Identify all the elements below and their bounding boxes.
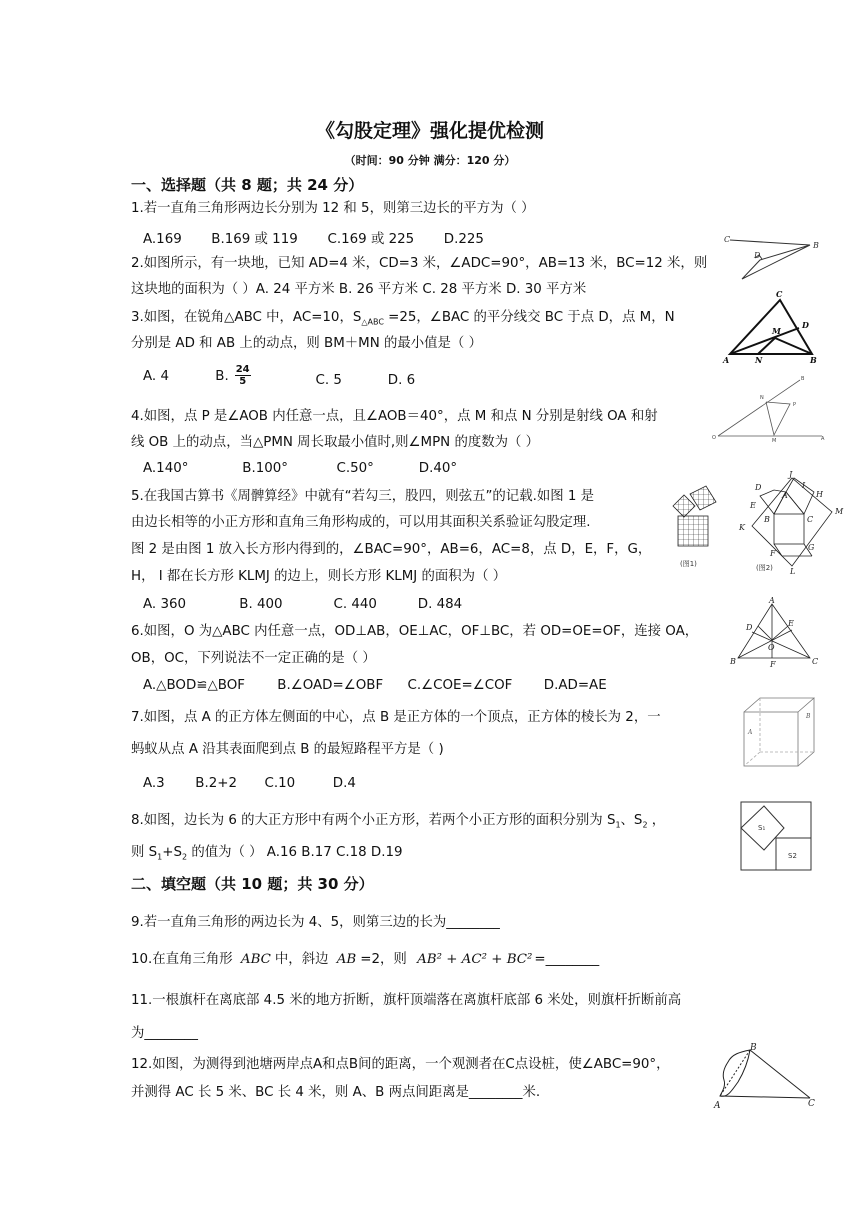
q6-option-a: A.△BOD≌△BOF xyxy=(143,678,245,693)
q10-hypotenuse: AB xyxy=(336,952,357,967)
q12-line1: 12.如图，为测得到池塘两岸点A和点B间的距离，一个观测者在C点设桩，使∠ABC=90°， xyxy=(131,1057,670,1072)
q8-line2-s2-subscript: 2 xyxy=(181,852,188,862)
q5-label-d: D xyxy=(755,483,762,492)
q4-label-b: B xyxy=(801,376,805,382)
q8-s1-subscript: 1 xyxy=(615,820,621,830)
q10-prefix: 10.在直角三角形 xyxy=(131,952,233,967)
q8-line1 xyxy=(131,812,665,835)
q5-label-b: B xyxy=(764,515,770,524)
q8-figure xyxy=(738,800,814,872)
q1-option-c: C.169 或 225 xyxy=(327,232,415,247)
q3-line2: 分别是 AD 和 AB 上的动点，则 BM＋MN 的最小值是（ ） xyxy=(131,336,482,351)
q5-figure-2-caption: (图2) xyxy=(756,564,773,572)
q7-label-b: B xyxy=(806,713,811,720)
q5-label-j: J xyxy=(789,470,793,479)
section-fill-heading: 二、填空题（共 10 题；共 30 分） xyxy=(131,875,374,893)
q3-label-m: M xyxy=(772,326,781,336)
page-title: 《勾股定理》强化提优检测 xyxy=(315,120,544,142)
q10-stem xyxy=(131,951,599,969)
q4-option-a: A.140° xyxy=(143,461,189,476)
q6-label-c: C xyxy=(812,657,819,666)
q8-line2-s1-subscript: 1 xyxy=(157,852,163,862)
q6-line2: OB，OC，下列说法不一定正确的是（ ） xyxy=(131,651,376,666)
q8-line2-plus: +S xyxy=(162,845,182,860)
q5-option-c: C. 440 xyxy=(333,597,377,612)
q3-option-b-label: B. xyxy=(215,368,229,384)
q5-label-e: E xyxy=(750,501,756,510)
q7-option-c: C.10 xyxy=(264,776,296,791)
q3-line1-text-a: 3.如图，在锐角△ABC 中，AC=10，S xyxy=(131,310,362,325)
q3-line1 xyxy=(131,309,675,332)
q8-figure-label-s1: S₁ xyxy=(758,824,766,832)
q4-options xyxy=(143,461,457,476)
q5-options xyxy=(143,597,462,612)
q5-line4: H， I 都在长方形 KLMJ 的边上，则长方形 KLMJ 的面积为（ ） xyxy=(131,569,507,584)
q4-label-m: M xyxy=(772,438,777,444)
q5-figure-1 xyxy=(668,484,728,574)
q3-label-d: D xyxy=(802,320,809,330)
q4-label-n: N xyxy=(760,395,764,401)
q7-option-b: B.2+2 xyxy=(195,776,237,791)
q6-label-f: F xyxy=(770,660,776,669)
q7-option-a: A.3 xyxy=(143,776,165,791)
q5-line2: 由边长相等的小正方形和直角三角形构成的，可以用其面积关系验证勾股定理. xyxy=(131,515,591,530)
q5-label-l: L xyxy=(790,567,796,576)
q4-option-b: B.100° xyxy=(242,461,288,476)
q8-line1-end: ， xyxy=(647,813,666,828)
q3-figure xyxy=(720,286,820,366)
q4-line1: 4.如图，点 P 是∠AOB 内任意一点，且∠AOB＝40°，点 M 和点 N 分别是射线 OA 和射 xyxy=(131,409,658,424)
q11-line1: 11.一根旗杆在离底部 4.5 米的地方折断，旗杆顶端落在离旗杆底部 6 米处，则旗杆折断前高 xyxy=(131,993,682,1008)
q3-line1-text-b: =25，∠BAC 的平分线交 BC 于点 D，点 M，N xyxy=(383,310,675,325)
q6-options xyxy=(143,678,607,693)
q8-s2-subscript: 2 xyxy=(642,820,648,830)
q2-label-c: C xyxy=(724,235,731,244)
q6-label-b: B xyxy=(730,657,736,666)
q9-stem: 9.若一直角三角形的两边长为 4、5，则第三边的长为________ xyxy=(131,915,500,930)
q3-option-d: D. 6 xyxy=(387,372,416,388)
fraction-numerator: 24 xyxy=(235,364,250,375)
q12-line2: 并测得 AC 长 5 米、BC 长 4 米，则 A、B 两点间距离是________米. xyxy=(131,1085,541,1100)
q6-label-a: A xyxy=(769,596,775,605)
q4-line2: 线 OB 上的动点，当△PMN 周长取最小值时,则∠MPN 的度数为（ ） xyxy=(131,435,540,450)
q6-line1: 6.如图，O 为△ABC 内任意一点，OD⊥AB，OE⊥AC，OF⊥BC，若 OD=OE=OF，连接 OA， xyxy=(131,624,699,639)
q5-label-f: F xyxy=(770,549,776,558)
q2-figure xyxy=(722,232,822,292)
q12-label-c: C xyxy=(808,1099,815,1109)
q4-label-o: O xyxy=(712,435,716,441)
q7-options xyxy=(143,776,356,791)
q12-label-b: B xyxy=(750,1043,757,1053)
q1-option-a: A.169 xyxy=(143,232,182,247)
q3-area-subscript: △ABC xyxy=(361,317,384,327)
q2-label-b: B xyxy=(813,241,819,250)
q10-text-mid2: =2，则 xyxy=(360,952,407,967)
q5-label-k: K xyxy=(739,523,745,532)
q3-option-a: A. 4 xyxy=(143,368,169,384)
q3-label-a: A xyxy=(723,355,730,365)
q4-label-a: A xyxy=(821,436,825,442)
q11-line2: 为________ xyxy=(131,1026,198,1041)
q10-formula: AB² + AC² + BC² xyxy=(417,952,533,967)
q1-options xyxy=(143,228,484,247)
q1-stem: 1.若一直角三角形两边长分别为 12 和 5，则第三边长的平方为（ ） xyxy=(131,201,535,216)
q8-line2-text-b: 的值为（ ） A.16 B.17 C.18 D.19 xyxy=(187,845,403,860)
q5-label-m: M xyxy=(835,507,844,516)
q5-figure-2 xyxy=(734,470,846,578)
q2-line1: 2.如图所示，有一块地，已知 AD=4 米，CD=3 米，∠ADC=90°，AB=13 米，BC=12 米，则 xyxy=(131,256,708,271)
q8-separator: 、S xyxy=(620,813,643,828)
q3-options xyxy=(143,364,415,387)
q8-figure-label-s2: S2 xyxy=(788,852,797,860)
q12-label-a: A xyxy=(714,1101,721,1111)
q3-option-b-fraction xyxy=(235,364,251,387)
q7-line2: 蚂蚁从点 A 沿其表面爬到点 B 的最短路程平方是（ ) xyxy=(131,742,444,757)
q10-answer-blank: =________ xyxy=(534,952,600,967)
fraction-denominator: 5 xyxy=(239,376,247,387)
q5-label-c: C xyxy=(807,515,814,524)
q5-option-d: D. 484 xyxy=(417,597,463,612)
q7-figure xyxy=(732,690,818,772)
q3-label-n: N xyxy=(755,355,763,365)
q6-option-b: B.∠OAD=∠OBF xyxy=(277,678,384,693)
q5-line1: 5.在我国古算书《周髀算经》中就有“若勾三，股四，则弦五”的记载.如图 1 是 xyxy=(131,489,595,504)
q2-label-d: D xyxy=(754,251,761,260)
q1-option-d: D.225 xyxy=(443,232,484,247)
exam-info: （时间：90 分钟 满分：120 分） xyxy=(344,154,516,167)
q5-label-g: G xyxy=(808,543,815,552)
q5-option-a: A. 360 xyxy=(143,597,186,612)
q5-line3: 图 2 是由图 1 放入长方形内得到的，∠BAC=90°，AB=6，AC=8，点 D，E，F，G， xyxy=(131,542,652,557)
q6-label-e: E xyxy=(788,619,794,628)
q4-label-p: P xyxy=(793,402,797,408)
q5-label-h: H xyxy=(816,490,823,499)
q6-option-d: D.AD=AE xyxy=(543,678,607,693)
section-choice-heading: 一、选择题（共 8 题；共 24 分） xyxy=(131,176,364,194)
q3-option-b xyxy=(215,364,311,387)
q12-figure xyxy=(712,1042,820,1112)
q4-option-c: C.50° xyxy=(336,461,374,476)
q7-line1: 7.如图，点 A 的正方体左侧面的中心，点 B 是正方体的一个顶点，正方体的棱长为 2，一 xyxy=(131,710,661,725)
q2-line2: 这块地的面积为（ ）A. 24 平方米 B. 26 平方米 C. 28 平方米 D. 30 平方米 xyxy=(131,282,587,297)
q5-label-a: A xyxy=(782,491,788,500)
q3-label-c: C xyxy=(776,289,783,299)
q8-line1-text: 8.如图，边长为 6 的大正方形中有两个小正方形，若两个小正方形的面积分别为 S xyxy=(131,813,616,828)
q8-line2-text-a: 则 S xyxy=(131,845,158,860)
q6-label-d: D xyxy=(746,623,753,632)
q4-option-d: D.40° xyxy=(418,461,458,476)
q10-triangle-name: ABC xyxy=(240,952,271,967)
q5-figure-1-caption: (图1) xyxy=(680,560,697,568)
q5-label-i: I xyxy=(802,481,806,490)
q6-option-c: C.∠COE=∠COF xyxy=(407,678,513,693)
q7-label-a: A xyxy=(748,729,753,736)
q4-figure xyxy=(708,372,828,444)
q8-line2 xyxy=(131,844,403,867)
q1-option-b: B.169 或 119 xyxy=(211,232,298,247)
q5-option-b: B. 400 xyxy=(239,597,283,612)
q10-text-mid1: 中，斜边 xyxy=(274,952,329,967)
q3-option-c: C. 5 xyxy=(315,372,342,388)
q7-option-d: D.4 xyxy=(332,776,356,791)
q3-label-b: B xyxy=(810,355,817,365)
q6-figure xyxy=(728,596,824,670)
q6-label-o: O xyxy=(768,643,775,652)
